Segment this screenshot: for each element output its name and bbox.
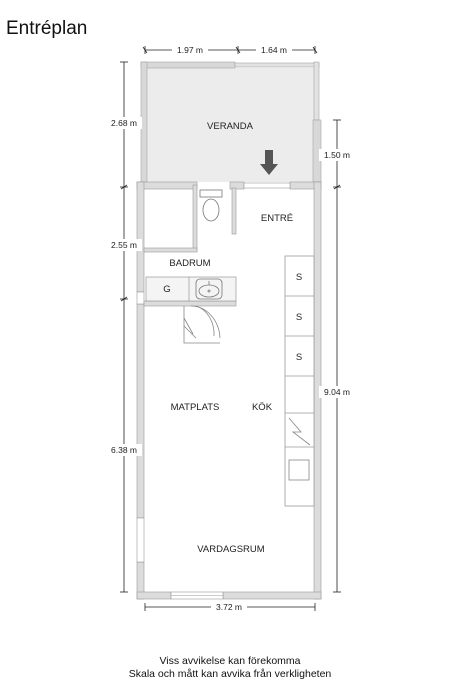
footer-line-1: Viss avvikelse kan förekomma	[159, 655, 301, 667]
dimension-right-small: 1.50 m	[324, 150, 350, 160]
entrance-threshold	[244, 183, 290, 188]
footer-line-2: Skala och mått kan avvika från verkligheten	[128, 668, 332, 680]
fixture-label-s1: S	[295, 272, 303, 283]
dimension-bottom: 3.72 m	[216, 602, 242, 612]
dimension-left-bath: 2.55 m	[111, 240, 137, 250]
room-label-kok: KÖK	[251, 402, 273, 413]
bottom-window	[171, 592, 223, 599]
dimension-left-veranda: 2.68 m	[111, 118, 137, 128]
room-label-veranda: VERANDA	[207, 121, 253, 132]
footer-disclaimer	[0, 655, 460, 681]
dimension-top-right: 1.64 m	[261, 45, 287, 55]
fixture-label-g: G	[163, 284, 171, 295]
room-label-matplats: MATPLATS	[170, 402, 220, 413]
door-swing	[184, 306, 220, 343]
page-title: Entréplan	[6, 18, 88, 39]
room-label-badrum: BADRUM	[169, 258, 211, 269]
dimension-top-left: 1.97 m	[177, 45, 203, 55]
fixture-label-s2: S	[295, 312, 303, 323]
fixture-label-s3: S	[295, 352, 303, 363]
room-label-vardagsrum: VARDAGSRUM	[197, 544, 265, 555]
toilet-icon	[200, 190, 222, 221]
dimension-right-main: 9.04 m	[324, 387, 350, 397]
dimension-left-main: 6.38 m	[111, 445, 137, 455]
bathroom-counter	[146, 277, 236, 301]
room-label-entre: ENTRÉ	[260, 213, 294, 224]
